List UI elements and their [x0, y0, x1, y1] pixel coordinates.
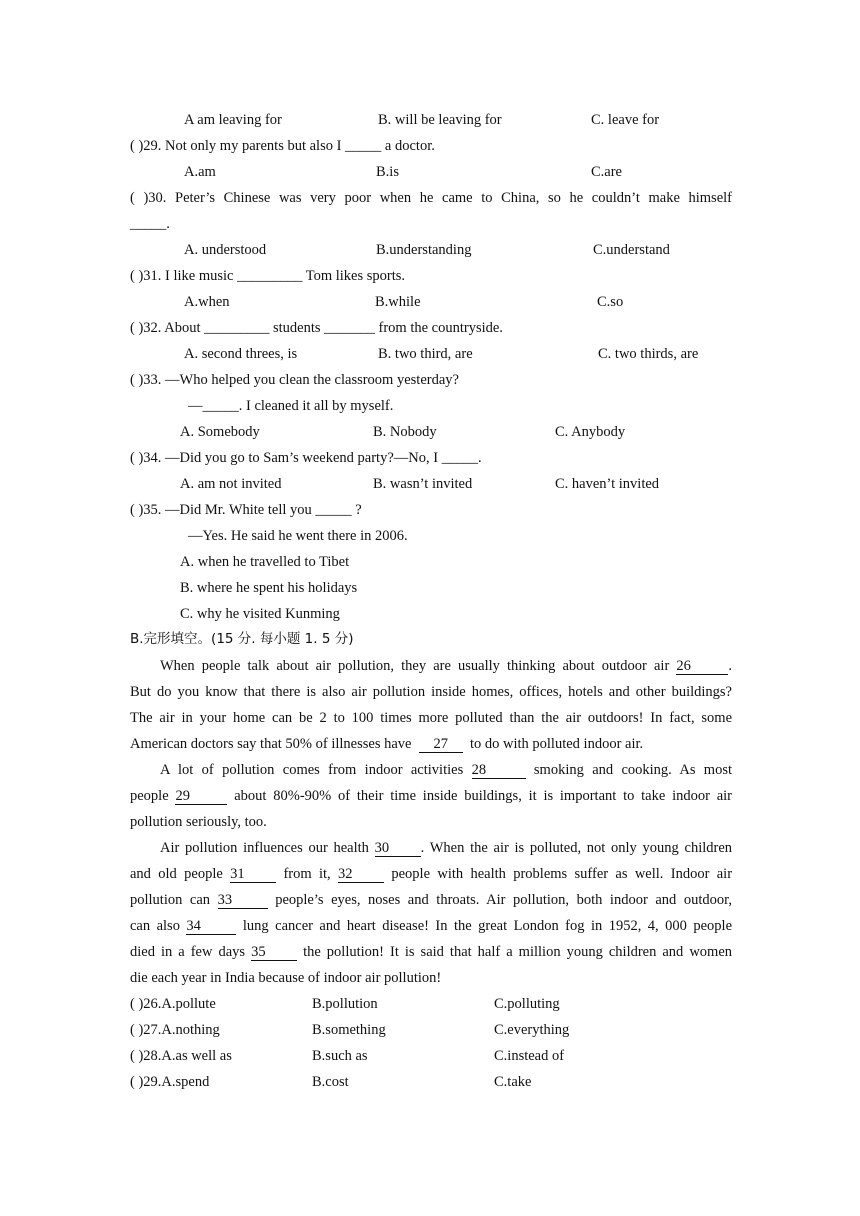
q35-option-c: C. why he visited Kunming: [180, 606, 340, 622]
cloze-27-option-c: C.everything: [494, 1022, 570, 1038]
passage-text: .: [728, 658, 733, 674]
q32-stem: ( )32. About _________ students _______ from the countryside.: [130, 320, 503, 336]
passage-text: . When the air is polluted, not only young children: [420, 840, 733, 856]
q29-option-a: A.am: [184, 164, 216, 180]
q28-option-a: A am leaving for: [184, 112, 282, 128]
passage-text: from it,: [283, 866, 331, 882]
passage-text: lung cancer and heart disease! In the great London fog in 1952, 4, 000 people: [242, 918, 733, 934]
q30-option-c: C.understand: [593, 242, 670, 258]
passage-text: and old people: [130, 866, 223, 882]
q30-stem: ( )30. Peter’s Chinese was very poor when he came to China, so he couldn’t make himself: [130, 190, 732, 206]
blank-29: 29: [175, 788, 227, 805]
blank-34: 34: [186, 918, 236, 935]
q32-option-a: A. second threes, is: [184, 346, 298, 362]
blank-30: 30: [375, 840, 421, 857]
cloze-28-option-c: C.instead of: [494, 1048, 565, 1064]
passage-text: smoking and cooking. As most: [533, 762, 732, 778]
q29-stem: ( )29. Not only my parents but also I _____ a doctor.: [130, 138, 435, 154]
q29-option-b: B.is: [376, 164, 399, 180]
cloze-26-option-b: B.pollution: [312, 996, 378, 1012]
passage-line-9: [130, 864, 732, 884]
q35-option-b: B. where he spent his holidays: [180, 580, 358, 596]
q30-option-b: B.understanding: [376, 242, 472, 258]
q30-stem-cont: _____.: [130, 216, 170, 232]
q35-option-a: A. when he travelled to Tibet: [180, 554, 350, 570]
cloze-29-stem: ( )29.A.spend: [130, 1074, 210, 1090]
passage-line-7: pollution seriously, too.: [130, 814, 267, 830]
cloze-28-stem: ( )28.A.as well as: [130, 1048, 232, 1064]
q34-option-b: B. wasn’t invited: [373, 476, 473, 492]
blank-26: 26: [676, 658, 728, 675]
passage-line-8: [160, 838, 732, 858]
blank-31: 31: [230, 866, 276, 883]
blank-28: 28: [472, 762, 526, 779]
passage-text: When people talk about air pollution, they are usually thinking about outdoor air: [160, 658, 670, 674]
passage-line-10: [130, 890, 732, 910]
passage-line-11: [130, 916, 732, 936]
cloze-28-option-b: B.such as: [312, 1048, 368, 1064]
cloze-27-stem: ( )27.A.nothing: [130, 1022, 220, 1038]
passage-text: pollution can: [130, 892, 211, 908]
passage-text: died in a few days: [130, 944, 246, 960]
passage-line-1: [160, 656, 732, 676]
q34-stem: ( )34. —Did you go to Sam’s weekend party?—No, I _____.: [130, 450, 482, 466]
passage-text: about 80%-90% of their time inside buildings, it is important to take indoor air: [234, 788, 733, 804]
q32-option-c: C. two thirds, are: [598, 346, 699, 362]
passage-line-4: [130, 734, 643, 754]
passage-text: Air pollution influences our health: [160, 840, 369, 856]
cloze-29-option-c: C.take: [494, 1074, 532, 1090]
q30-option-a: A. understood: [184, 242, 267, 258]
passage-line-13: die each year in India because of indoor air pollution!: [130, 970, 442, 986]
passage-text: people’s eyes, noses and throats. Air pollution, both indoor and outdoor,: [275, 892, 732, 908]
q31-option-b: B.while: [375, 294, 421, 310]
q28-option-b: B. will be leaving for: [378, 112, 502, 128]
blank-32: 32: [338, 866, 384, 883]
passage-text: to do with polluted indoor air.: [469, 736, 644, 752]
cloze-26-stem: ( )26.A.pollute: [130, 996, 216, 1012]
passage-text: can also: [130, 918, 180, 934]
passage-text: the pollution! It is said that half a million young children and women: [303, 944, 732, 960]
passage-text: people: [391, 866, 431, 882]
section-b-title: B.完形填空。(15 分. 每小题 1. 5 分): [130, 631, 354, 647]
passage-line-3: The air in your home can be 2 to 100 times more polluted than the air outdoors! In fact, some: [130, 710, 732, 726]
q34-option-c: C. haven’t invited: [555, 476, 660, 492]
cloze-27-option-b: B.something: [312, 1022, 386, 1038]
q33-stem: ( )33. —Who helped you clean the classroom yesterday?: [130, 372, 459, 388]
passage-text: American doctors say that 50% of illnesses have: [130, 736, 412, 752]
passage-text: A lot of pollution comes from indoor activities: [160, 762, 464, 778]
blank-27: 27: [419, 736, 463, 753]
q33-answer-line: —_____. I cleaned it all by myself.: [188, 398, 394, 414]
passage-line-2: But do you know that there is also air pollution inside homes, offices, hotels and other buildings?: [130, 684, 732, 700]
q31-option-c: C.so: [597, 294, 624, 310]
q31-option-a: A.when: [184, 294, 230, 310]
q31-stem: ( )31. I like music _________ Tom likes sports.: [130, 268, 406, 284]
q35-stem: ( )35. —Did Mr. White tell you _____ ?: [130, 502, 362, 518]
passage-text: people: [130, 788, 169, 804]
q28-option-c: C. leave for: [591, 112, 660, 128]
blank-35: 35: [251, 944, 297, 961]
blank-33: 33: [218, 892, 268, 909]
q34-option-a: A. am not invited: [180, 476, 282, 492]
q35-answer-line: —Yes. He said he went there in 2006.: [188, 528, 408, 544]
q32-option-b: B. two third, are: [378, 346, 473, 362]
passage-line-12: [130, 942, 732, 962]
passage-line-5: [160, 760, 732, 780]
cloze-29-option-b: B.cost: [312, 1074, 349, 1090]
q29-option-c: C.are: [591, 164, 622, 180]
q33-option-b: B. Nobody: [373, 424, 437, 440]
q33-option-c: C. Anybody: [555, 424, 626, 440]
q33-option-a: A. Somebody: [180, 424, 260, 440]
passage-text: with health problems suffer as well. Indoor air: [437, 866, 733, 882]
cloze-26-option-c: C.polluting: [494, 996, 560, 1012]
passage-line-6: [130, 786, 732, 806]
